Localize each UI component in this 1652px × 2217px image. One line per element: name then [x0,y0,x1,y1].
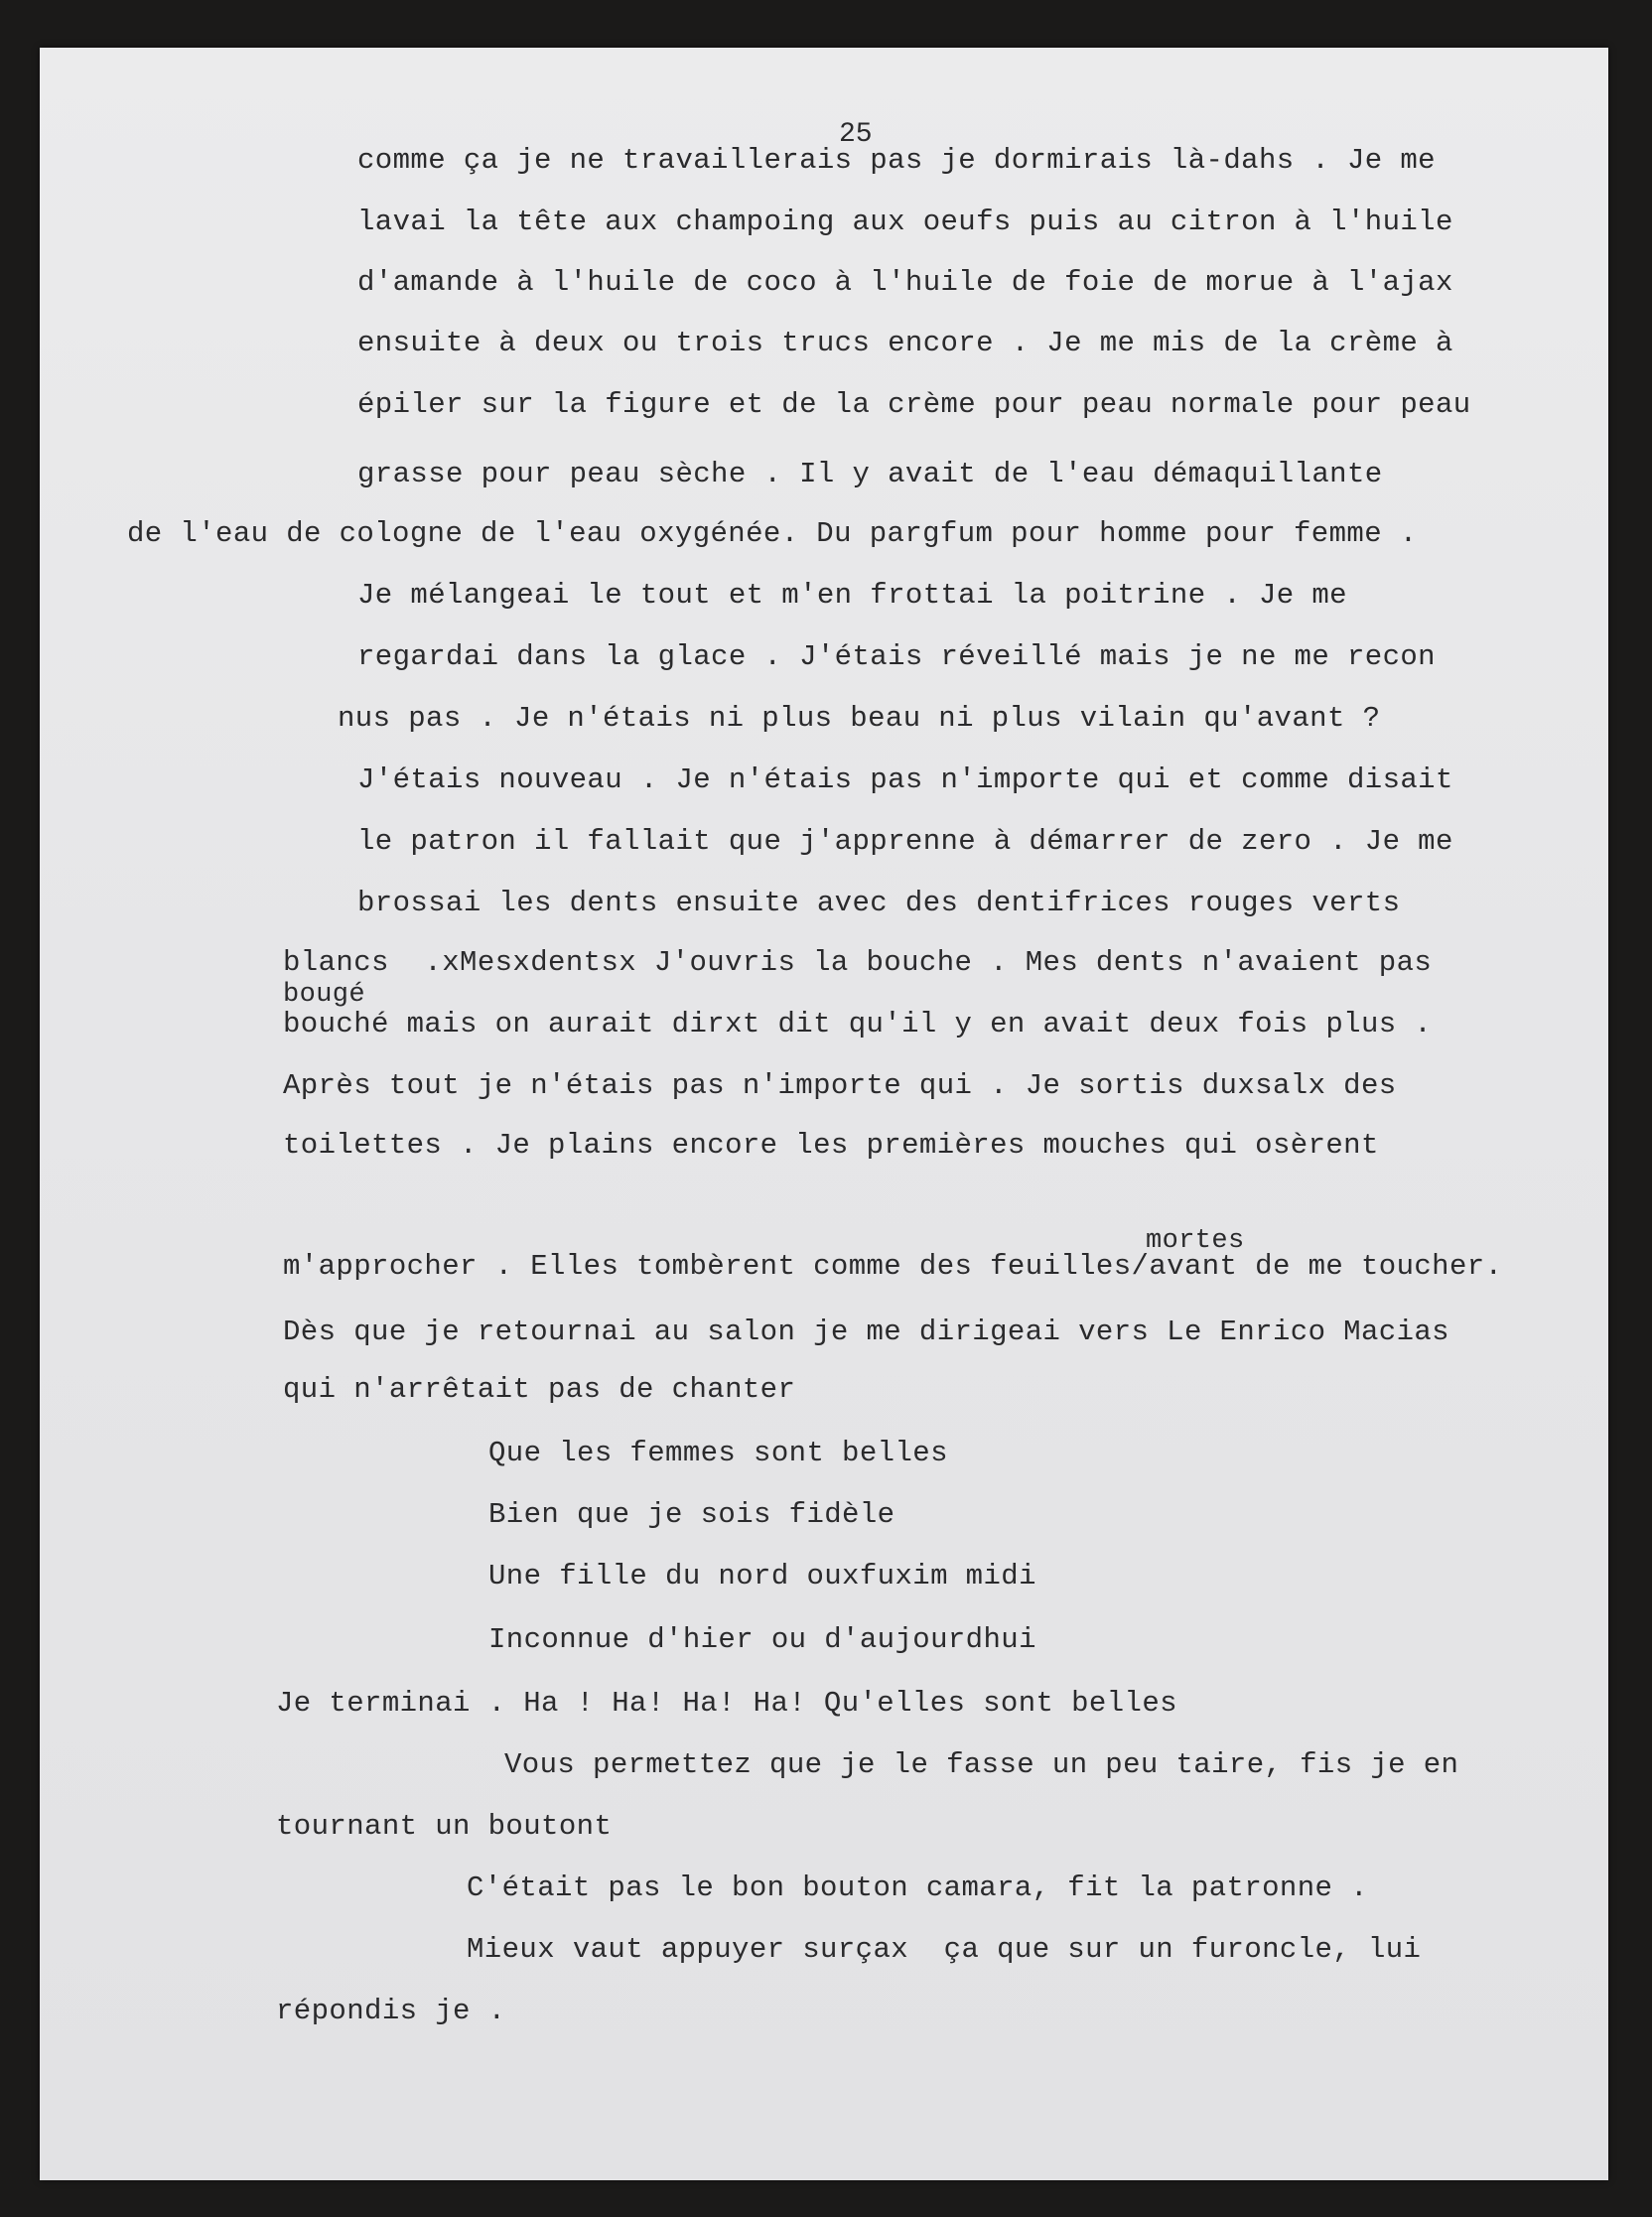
text-line: J'étais nouveau . Je n'étais pas n'importe qui et comme disait [357,763,1453,796]
text-line: grasse pour peau sèche . Il y avait de l'eau démaquillante [357,458,1383,490]
text-line: ensuite à deux ou trois trucs encore . Je me mis de la crème à [357,327,1453,359]
text-line: d'amande à l'huile de coco à l'huile de foie de morue à l'ajax [357,266,1453,299]
interlinear-note: bougé [283,980,366,1010]
text-line: Dès que je retournai au salon je me dirigeai vers Le Enrico Macias [283,1316,1449,1348]
text-line: qui n'arrêtait pas de chanter [283,1373,796,1406]
text-line: C'était pas le bon bouton camara, fit la patronne . [467,1871,1368,1904]
typewritten-page [40,48,1608,2180]
page-number: 25 [839,119,873,150]
text-line: toilettes . Je plains encore les premières mouches qui osèrent [283,1129,1379,1162]
song-line: Une fille du nord ouxfuxim midi [488,1560,1036,1593]
text-line: Je mélangeai le tout et m'en frottai la poitrine . Je me [357,579,1347,612]
text-line: de l'eau de cologne de l'eau oxygénée. Du pargfum pour homme pour femme . [127,517,1418,550]
text-line: Je terminai . Ha ! Ha! Ha! Ha! Qu'elles sont belles [276,1687,1177,1720]
song-line: Inconnue d'hier ou d'aujourdhui [488,1623,1036,1656]
text-line: m'approcher . Elles tombèrent comme des feuilles/avant de me toucher. [283,1250,1503,1283]
interlinear-note: mortes [1146,1226,1245,1256]
text-line: répondis je . [276,1995,506,2027]
text-line: Mieux vaut appuyer surçax ça que sur un furoncle, lui [467,1933,1422,1966]
text-line: lavai la tête aux champoing aux oeufs puis au citron à l'huile [357,206,1453,238]
text-line: nus pas . Je n'étais ni plus beau ni plus vilain qu'avant ? [338,702,1381,735]
text-line: le patron il fallait que j'apprenne à démarrer de zero . Je me [357,825,1453,858]
text-line: Vous permettez que je le fasse un peu taire, fis je en [504,1748,1459,1781]
text-line: comme ça je ne travaillerais pas je dormirais là-dahs . Je me [357,144,1436,177]
text-line: brossai les dents ensuite avec des dentifrices rouges verts [357,887,1401,919]
text-line: bouché mais on aurait dirxt dit qu'il y en avait deux fois plus . [283,1008,1433,1040]
text-line: tournant un boutont [276,1810,613,1843]
text-line: Après tout je n'étais pas n'importe qui . Je sortis duxsalx des [283,1069,1397,1102]
text-line: regardai dans la glace . J'étais réveillé mais je ne me recon [357,640,1436,673]
text-line: blancs .xMesxdentsx J'ouvris la bouche . Mes dents n'avaient pas [283,946,1433,979]
song-line: Bien que je sois fidèle [488,1498,895,1531]
song-line: Que les femmes sont belles [488,1437,948,1469]
text-line: épiler sur la figure et de la crème pour peau normale pour peau [357,388,1471,421]
